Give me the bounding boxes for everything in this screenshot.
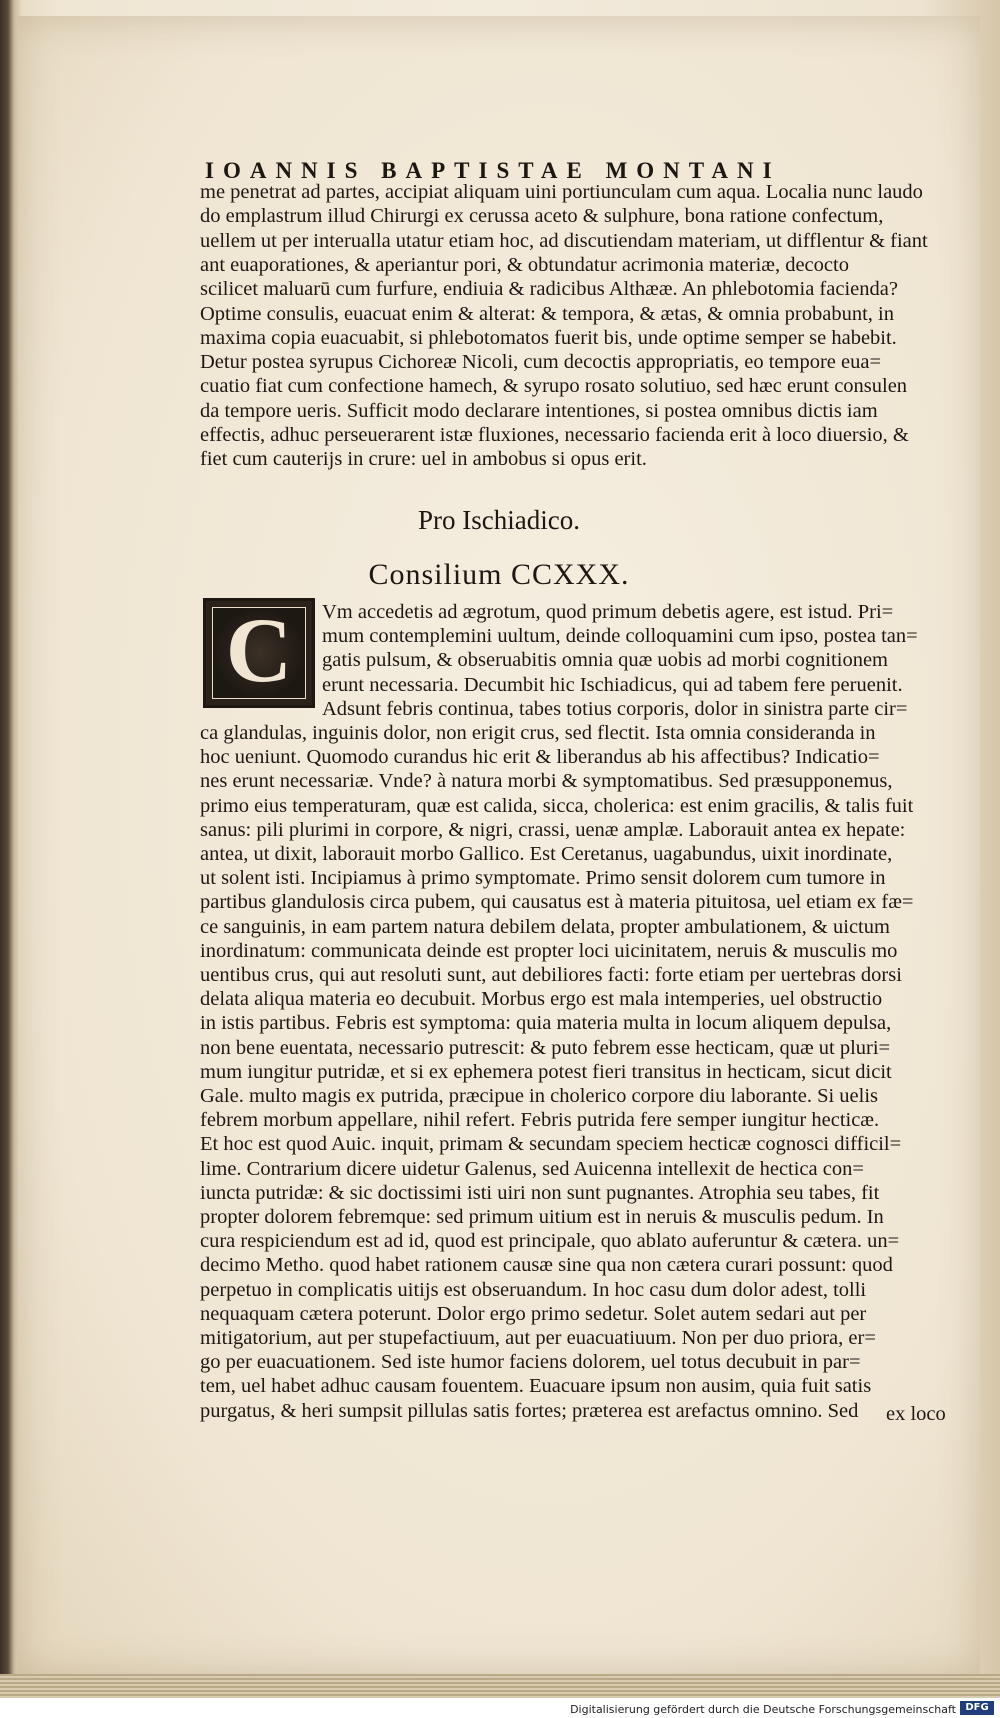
text-line: mum contemplemini uultum, deinde colloquamini cum ipso, postea tan= — [322, 625, 918, 648]
footer-bar — [0, 1698, 1000, 1718]
text-line: ca glandulas, inguinis dolor, non erigit crus, sed flectit. Ista omnia consideranda in — [200, 722, 876, 744]
text-line: Adsunt febris continua, tabes totius corporis, dolor in sinistra parte cir= — [322, 697, 908, 720]
text-line: inordinatum: communicata deinde est propter loci uicinitatem, neruis & musculis mo — [200, 939, 898, 962]
text-line: ce sanguinis, in eam partem natura debilem delata, propter ambulationem, & uictum — [200, 915, 890, 938]
text-line: decimo Metho. quod habet rationem causæ sine qua non cætera curari possunt: quod — [200, 1254, 893, 1277]
text-line: non bene euentata, necessario putrescit: & puto febrem esse hecticam, quæ ut pluri= — [200, 1036, 891, 1059]
text-line: nes erunt necessariæ. Vnde? à natura morbi & symptomatibus. Sed præsupponemus, — [200, 770, 893, 793]
text-line: Et hoc est quod Auic. inquit, primam & secundam speciem hecticæ cognosci difficil= — [200, 1133, 902, 1156]
section-heading: Pro Ischiadico. — [418, 505, 580, 535]
text-line: ut solent isti. Incipiamus à primo symptomate. Primo sensit dolorem cum tumore in — [200, 867, 886, 890]
text-line: do emplastrum illud Chirurgi ex cerussa aceto & sulphure, bona ratione confectum, — [200, 205, 884, 228]
text-line: effectis, adhuc perseuerarent istæ fluxiones, necessario facienda erit à loco diuersio, & — [200, 424, 909, 446]
text-line: lime. Contrarium dicere uidetur Galenus, sed Auicenna intellexit de hectica con= — [200, 1157, 864, 1180]
footer-credit: Digitalisierung gefördert durch die Deutsche Forschungsgemeinschaft — [570, 1703, 956, 1716]
text-line: ant euaporationes, & aperiantur pori, & obtundatur acrimonia materiæ, decocto — [200, 253, 849, 276]
text-line: delata aliqua materia eo decubuit. Morbus ergo est mala intemperies, uel obstructio — [200, 988, 883, 1011]
text-line: Optime consulis, euacuat enim & alterat: & tempora, & ætas, & omnia probabunt, in — [200, 302, 894, 325]
text-line: uellem ut per interualla utatur etiam hoc, ad discutiendam materiam, ut difflentur & fiant — [200, 229, 928, 252]
text-line: perpetuo in complicatis uitijs est obseruandum. In hoc casu dum dolor adest, tolli — [200, 1278, 867, 1301]
text-line: da tempore ueris. Sufficit modo declarare intentiones, si postea omnibus dictis iam — [200, 399, 878, 422]
text-line: in istis partibus. Febris est symptoma: quia materia multa in locum aliquem depulsa, — [200, 1012, 892, 1035]
dfg-logo: DFG — [960, 1701, 994, 1715]
text-line: erunt necessaria. Decumbit hic Ischiadicus, qui ad tabem fere peruenit. — [322, 673, 903, 696]
text-line: iuncta putridæ: & sic doctissimi isti uiri non sunt pugnantes. Atrophia seu tabes, fit — [200, 1181, 880, 1204]
decorated-initial — [203, 598, 315, 708]
text-line: antea, ut dixit, laborauit morbo Gallico. Est Ceretanus, uagabundus, uixit inordinate, — [200, 843, 893, 865]
text-line: go per euacuationem. Sed iste humor faciens dolorem, uel totus decubuit in par= — [200, 1351, 861, 1374]
text-line: cura respiciendum est ad id, quod est principale, quo ablato auferuntur & cætera. un= — [200, 1230, 900, 1253]
text-line: scilicet maluarū cum furfure, endiuia & radicibus Althææ. An phlebotomia facienda? — [200, 278, 898, 301]
text-line: Vm accedetis ad ægrotum, quod primum debetis agere, est istud. Pri= — [322, 601, 894, 623]
text-line: febrem morbum appellare, nihil refert. Febris putrida fere semper iungitur hecticæ. — [200, 1109, 880, 1132]
text-line: primo eius temperaturam, quæ est calida, sicca, cholerica: est enim gracilis, & talis fuit — [200, 794, 914, 817]
text-line: nequaquam cætera poterunt. Dolor ergo primo sedetur. Solet autem sedari aut per — [200, 1302, 867, 1325]
text-line: Gale. multo magis ex putrida, præcipue in cholerico corpore diu laborante. Si uelis — [200, 1085, 879, 1107]
text-line: fiet cum cauterijs in crure: uel in ambobus si opus erit. — [200, 448, 647, 471]
text-line: maxima copia euacuabit, si phlebotomatos fuerit bis, unde optime semper se habebit. — [200, 326, 897, 349]
text-line: tem, uel habet adhuc causam fouentem. Euacuare ipsum non ausim, quia fuit satis — [200, 1375, 872, 1398]
text-line: hoc ueniunt. Quomodo curandus hic erit & liberandus ab his affectibus? Indicatio= — [200, 746, 880, 769]
text-line: sanus: pili plurimi in corpore, & nigri, crassi, uenæ amplæ. Laborauit antea ex hepate: — [200, 818, 906, 841]
text-line: gatis pulsum, & obseruabitis omnia quæ uobis ad morbi cognitionem — [322, 649, 888, 672]
running-head: IOANNIS BAPTISTAE MONTANI — [205, 158, 781, 183]
text-line: propter dolorem febremque: sed primum uitium est in neruis & musculis pedum. In — [200, 1206, 884, 1228]
text-line: Detur postea syrupus Cichoreæ Nicoli, cum decoctis appropriatis, eo tempore eua= — [200, 351, 882, 374]
text-line: uentibus crus, qui aut resoluti sunt, aut debiliores facti: forte etiam per uertebras dorsi — [200, 964, 902, 986]
text-line: purgatus, & heri sumpsit pillulas satis fortes; præterea est arefactus omnino. Sed — [200, 1399, 859, 1422]
text-line: me penetrat ad partes, accipiat aliquam uini portiunculam cum aqua. Localia nunc laudo — [200, 181, 923, 203]
text-line: cuatio fiat cum confectione hamech, & syrupo rosato solutiuo, sed hæc erunt consulen — [200, 375, 908, 398]
text-line: mitigatorium, aut per stupefactiuum, aut per euacuatiuum. Non per duo priora, er= — [200, 1327, 876, 1349]
initial-letter: C — [225, 599, 293, 701]
text-line: partibus glandulosis circa pubem, qui causatus est à materia pituitosa, uel etiam ex fæ= — [200, 891, 914, 914]
text-line: mum iungitur putridæ, et si ex ephemera potest fieri transitus in hecticam, sicut dicit — [200, 1060, 892, 1083]
catchword: ex loco — [886, 1403, 946, 1425]
consilium-heading: Consilium CCXXX. — [368, 558, 630, 591]
